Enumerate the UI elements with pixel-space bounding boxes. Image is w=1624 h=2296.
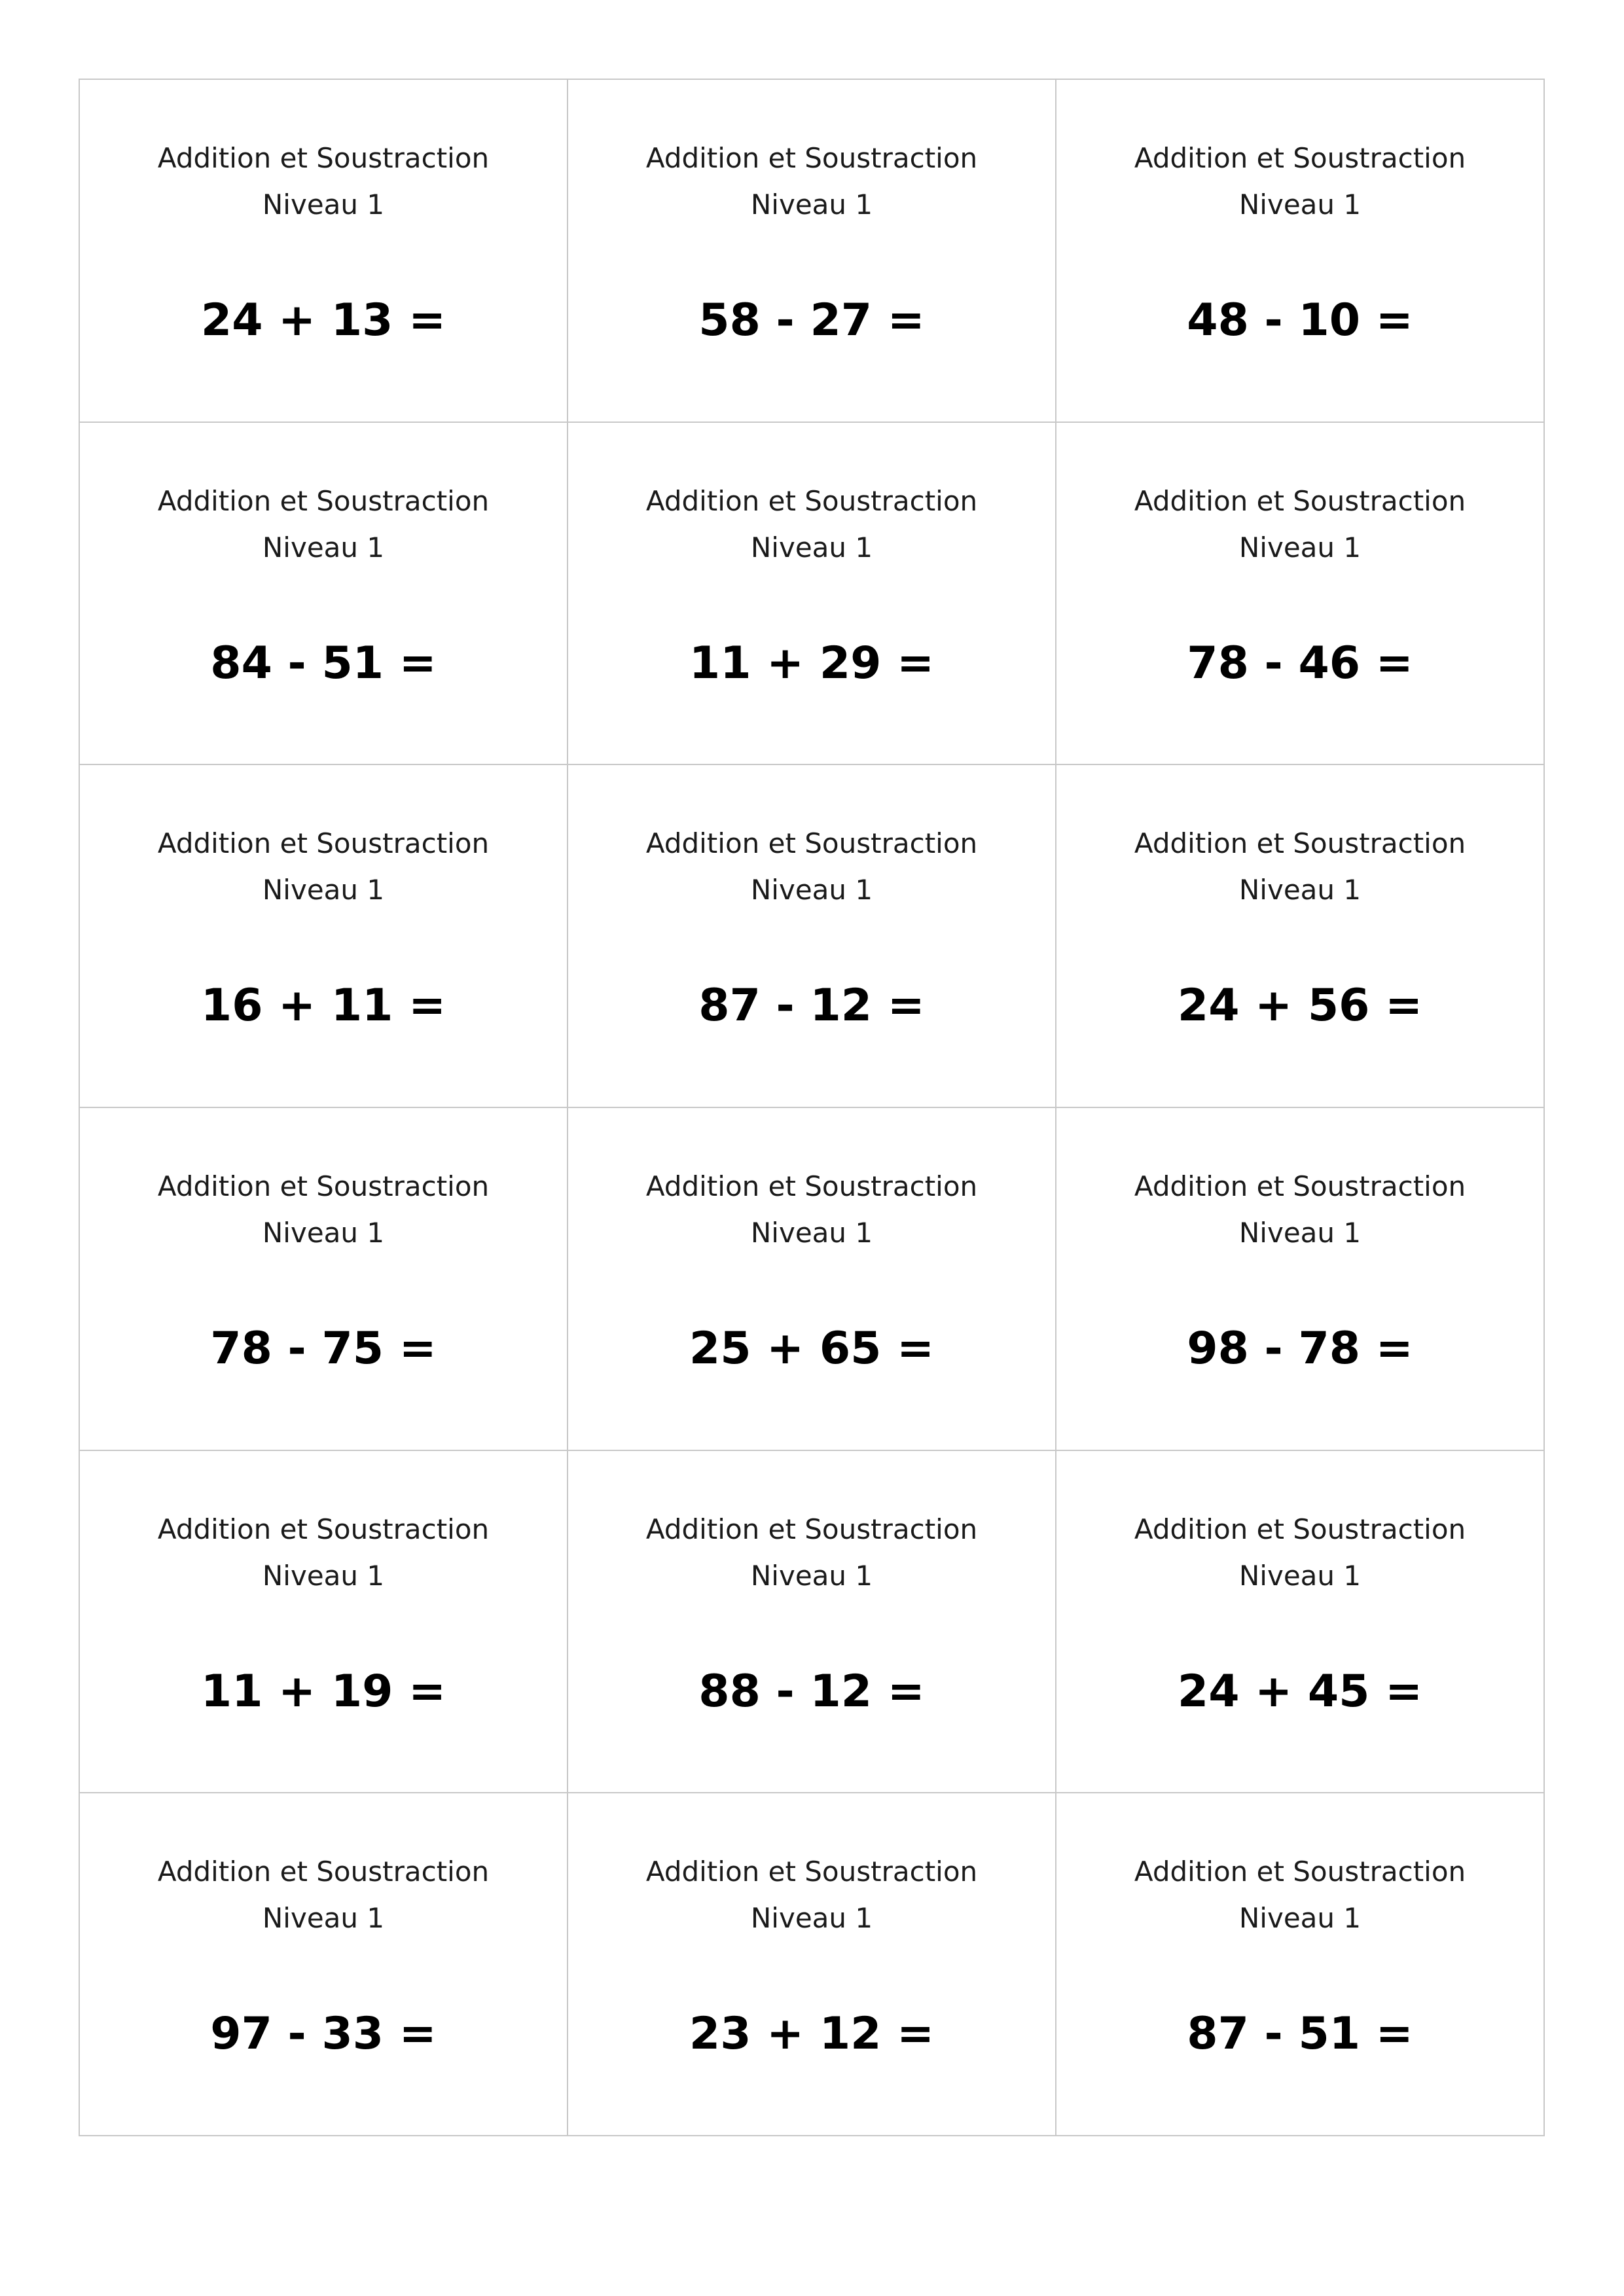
- card-level: Niveau 1: [750, 1902, 873, 1935]
- flashcard: [568, 423, 1056, 766]
- card-problem: 87 - 51 =: [1187, 2008, 1413, 2060]
- card-title: Addition et Soustraction: [645, 1170, 978, 1202]
- card-title: Addition et Soustraction: [157, 484, 490, 517]
- card-level: Niveau 1: [750, 1559, 873, 1592]
- card-problem: 24 + 13 =: [200, 295, 446, 346]
- card-level: Niveau 1: [1238, 1217, 1362, 1249]
- flashcard: [80, 1108, 568, 1451]
- card-level: Niveau 1: [1238, 1902, 1362, 1935]
- card-problem: 87 - 12 =: [698, 980, 925, 1032]
- card-level: Niveau 1: [262, 1902, 385, 1935]
- card-level: Niveau 1: [1238, 188, 1362, 221]
- card-title: Addition et Soustraction: [1134, 1170, 1466, 1202]
- card-title: Addition et Soustraction: [1134, 827, 1466, 860]
- card-title: Addition et Soustraction: [1134, 142, 1466, 174]
- card-title: Addition et Soustraction: [645, 1856, 978, 1888]
- card-title: Addition et Soustraction: [157, 827, 490, 860]
- card-problem: 78 - 75 =: [210, 1323, 437, 1374]
- card-title: Addition et Soustraction: [1134, 1513, 1466, 1545]
- flashcard: [1056, 1793, 1545, 2136]
- flashcard: [80, 765, 568, 1108]
- card-title: Addition et Soustraction: [645, 1513, 978, 1545]
- card-level: Niveau 1: [262, 1559, 385, 1592]
- flashcard: [80, 1793, 568, 2136]
- card-title: Addition et Soustraction: [157, 1513, 490, 1545]
- card-problem: 78 - 46 =: [1187, 637, 1413, 689]
- flashcard: [568, 80, 1056, 423]
- card-problem: 48 - 10 =: [1187, 295, 1413, 346]
- card-problem: 23 + 12 =: [689, 2008, 935, 2060]
- card-title: Addition et Soustraction: [157, 1170, 490, 1202]
- card-problem: 97 - 33 =: [210, 2008, 437, 2060]
- flashcard: [568, 1793, 1056, 2136]
- card-level: Niveau 1: [750, 874, 873, 906]
- flashcard: [1056, 423, 1545, 766]
- flashcard: [568, 765, 1056, 1108]
- flashcard: [1056, 1108, 1545, 1451]
- flashcard: [568, 1451, 1056, 1794]
- flashcard-sheet: [79, 79, 1545, 2136]
- flashcard: [1056, 765, 1545, 1108]
- card-problem: 11 + 29 =: [689, 637, 935, 689]
- card-problem: 58 - 27 =: [698, 295, 925, 346]
- card-title: Addition et Soustraction: [645, 142, 978, 174]
- card-title: Addition et Soustraction: [1134, 1856, 1466, 1888]
- flashcard: [1056, 80, 1545, 423]
- card-level: Niveau 1: [262, 188, 385, 221]
- card-level: Niveau 1: [262, 1217, 385, 1249]
- card-problem: 25 + 65 =: [689, 1323, 935, 1374]
- flashcard: [568, 1108, 1056, 1451]
- card-level: Niveau 1: [262, 531, 385, 564]
- card-level: Niveau 1: [750, 188, 873, 221]
- card-title: Addition et Soustraction: [1134, 484, 1466, 517]
- card-title: Addition et Soustraction: [157, 1856, 490, 1888]
- card-level: Niveau 1: [1238, 531, 1362, 564]
- flashcard: [1056, 1451, 1545, 1794]
- card-problem: 84 - 51 =: [210, 637, 437, 689]
- card-level: Niveau 1: [750, 1217, 873, 1249]
- card-title: Addition et Soustraction: [645, 827, 978, 860]
- card-problem: 24 + 45 =: [1177, 1665, 1423, 1717]
- card-problem: 24 + 56 =: [1177, 980, 1423, 1032]
- card-problem: 16 + 11 =: [200, 980, 446, 1032]
- card-level: Niveau 1: [262, 874, 385, 906]
- card-problem: 98 - 78 =: [1187, 1323, 1413, 1374]
- flashcard: [80, 80, 568, 423]
- card-level: Niveau 1: [1238, 874, 1362, 906]
- card-problem: 11 + 19 =: [200, 1665, 446, 1717]
- card-title: Addition et Soustraction: [645, 484, 978, 517]
- card-problem: 88 - 12 =: [698, 1665, 925, 1717]
- card-level: Niveau 1: [750, 531, 873, 564]
- flashcard: [80, 1451, 568, 1794]
- card-title: Addition et Soustraction: [157, 142, 490, 174]
- card-level: Niveau 1: [1238, 1559, 1362, 1592]
- flashcard: [80, 423, 568, 766]
